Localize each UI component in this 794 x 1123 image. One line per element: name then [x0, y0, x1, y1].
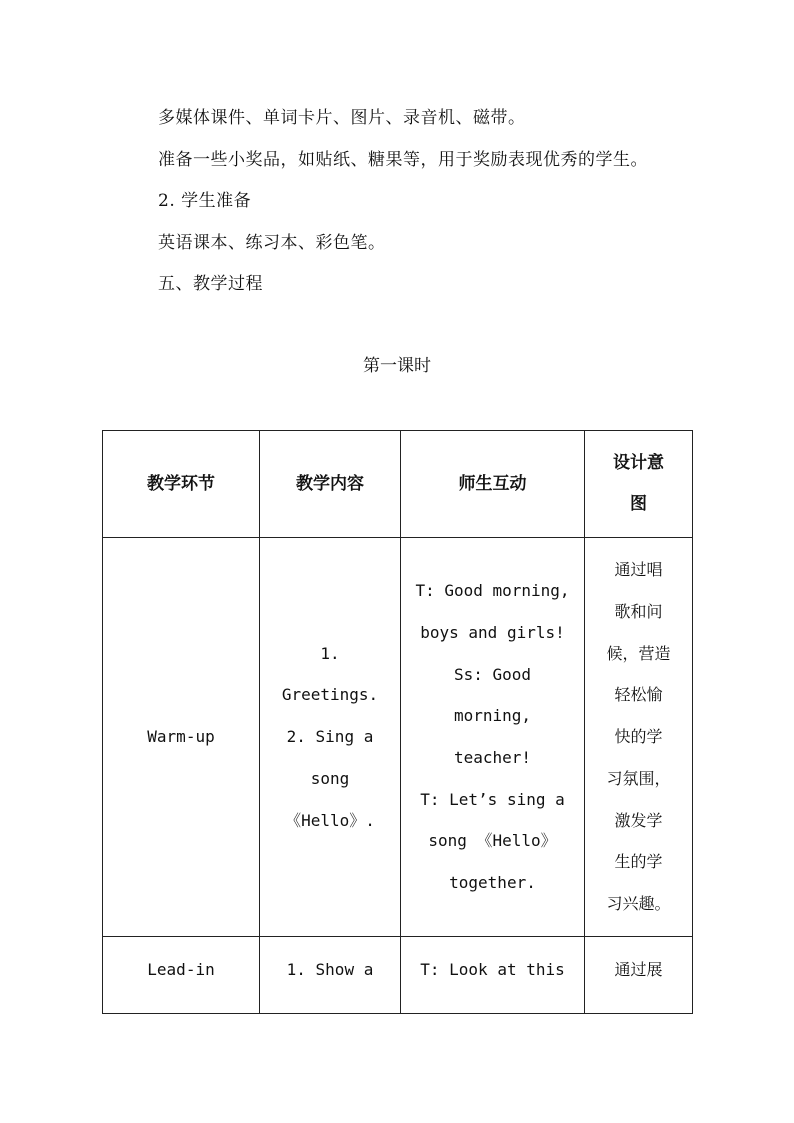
cell-content: 1. Show a [260, 937, 401, 1014]
doc-line-prizes: 准备一些小奖品，如贴纸、糖果等，用于奖励表现优秀的学生。 [158, 150, 648, 170]
section-title: 第一课时 [363, 356, 431, 376]
cell-interaction: T: Look at this [401, 937, 585, 1014]
header-content: 教学内容 [260, 431, 401, 538]
doc-line-student-items: 英语课本、练习本、彩色笔。 [158, 233, 386, 253]
header-stage: 教学环节 [103, 431, 260, 538]
cell-stage: Warm-up [103, 538, 260, 937]
header-intent: 设计意 图 [585, 431, 693, 538]
doc-heading-student-prep: 2. 学生准备 [158, 191, 252, 211]
table-header-row [103, 431, 693, 538]
cell-intent: 通过唱 歌和问 候，营造 轻松愉 快的学 习氛围， 激发学 生的学 习兴趣。 [585, 538, 693, 937]
cell-stage: Lead-in [103, 937, 260, 1014]
lesson-table [102, 430, 693, 1014]
table-row [103, 937, 693, 1014]
cell-interaction: T: Good morning, boys and girls! Ss: Good morning, teacher! T: Let’s sing a song 《Hello》 together. [401, 538, 585, 937]
doc-heading-teaching-process: 五、教学过程 [158, 274, 263, 294]
doc-line-materials: 多媒体课件、单词卡片、图片、录音机、磁带。 [158, 108, 526, 128]
header-interaction: 师生互动 [401, 431, 585, 538]
cell-intent: 通过展 [585, 937, 693, 1014]
cell-content: 1. Greetings. 2. Sing a song 《Hello》. [260, 538, 401, 937]
table-row [103, 538, 693, 937]
